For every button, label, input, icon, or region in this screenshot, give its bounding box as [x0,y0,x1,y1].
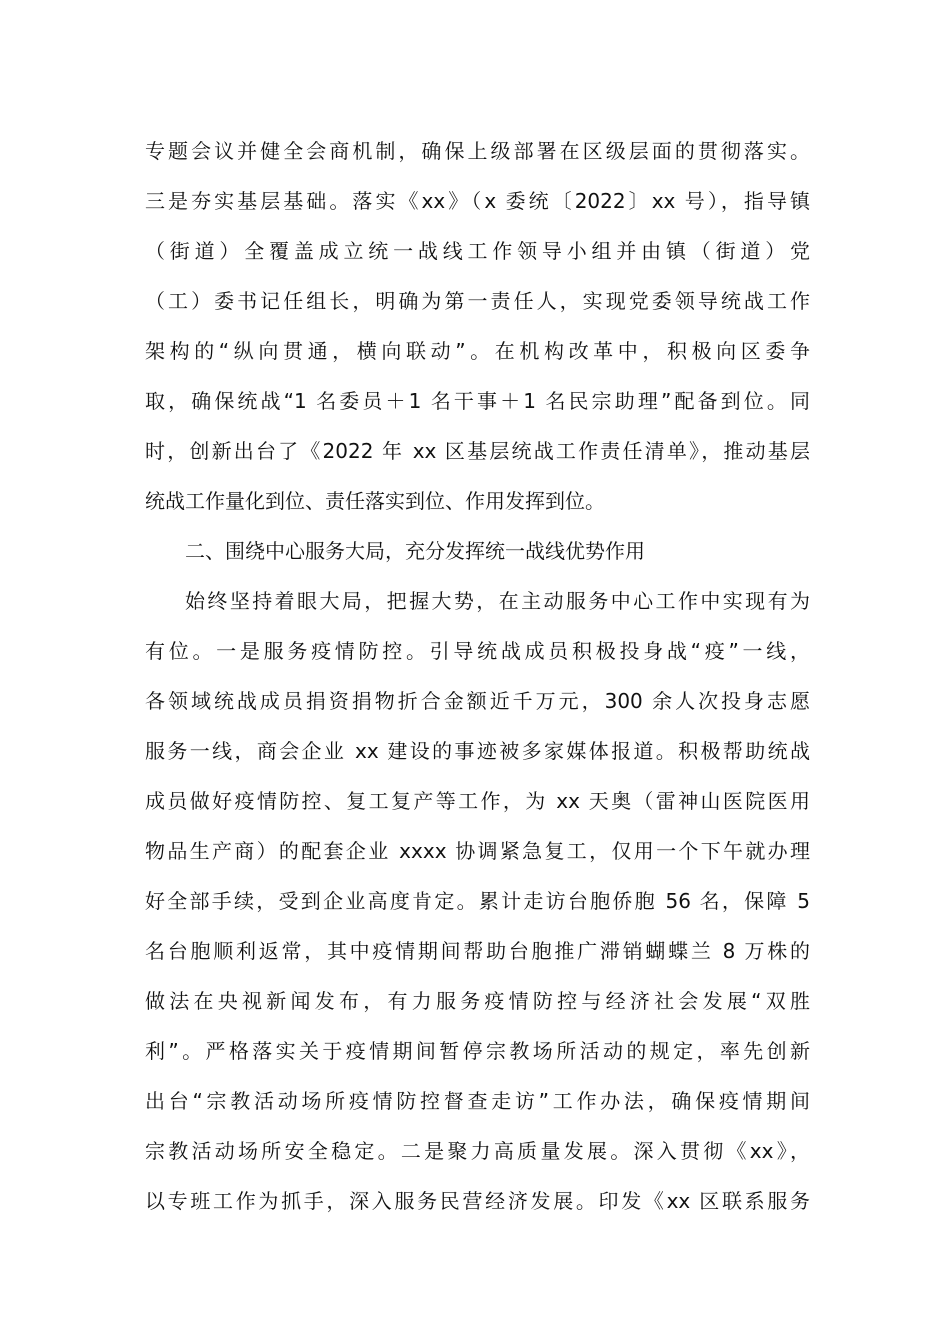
section-heading: 二、围绕中心服务大局，充分发挥统一战线优势作用 [185,539,645,563]
paragraph-line: 各领域统战成员捐资捐物折合金额近千万元，300 余人次投身志愿 [145,689,810,713]
paragraph-line: 服务一线，商会企业 xx 建设的事迹被多家媒体报道。积极帮助统战 [145,739,810,763]
paragraph-line: 宗教活动场所安全稳定。二是聚力高质量发展。深入贯彻《xx》， [145,1139,810,1163]
paragraph-line: 名台胞顺利返常，其中疫情期间帮助台胞推广滞销蝴蝶兰 8 万株的 [145,939,810,963]
paragraph-line: 三是夯实基层基础。落实《xx》（x 委统〔2022〕xx 号），指导镇 [145,189,810,213]
paragraph-line: 成员做好疫情防控、复工复产等工作，为 xx 天奥（雷神山医院医用 [145,789,810,813]
paragraph-line: （街道）全覆盖成立统一战线工作领导小组并由镇（街道）党 [145,239,810,263]
paragraph-line: 取，确保统战“1 名委员＋1 名干事＋1 名民宗助理”配备到位。同 [145,389,810,413]
paragraph-line: 专题会议并健全会商机制，确保上级部署在区级层面的贯彻落实。 [145,139,810,163]
paragraph-line: 做法在央视新闻发布，有力服务疫情防控与经济社会发展“双胜 [145,989,810,1013]
paragraph-line: 始终坚持着眼大局，把握大势，在主动服务中心工作中实现有为 [185,589,810,613]
paragraph-line: 架构的“纵向贯通，横向联动”。在机构改革中，积极向区委争 [145,339,810,363]
paragraph-line: 物品生产商）的配套企业 xxxx 协调紧急复工，仅用一个下午就办理 [145,839,810,863]
paragraph-line: 统战工作量化到位、责任落实到位、作用发挥到位。 [145,489,605,513]
paragraph-line: 好全部手续，受到企业高度肯定。累计走访台胞侨胞 56 名，保障 5 [145,889,810,913]
paragraph-line: 利”。严格落实关于疫情期间暂停宗教场所活动的规定，率先创新 [145,1039,810,1063]
paragraph-line: 时，创新出台了《2022 年 xx 区基层统战工作责任清单》，推动基层 [145,439,810,463]
paragraph-line: 出台“宗教活动场所疫情防控督查走访”工作办法，确保疫情期间 [145,1089,810,1113]
paragraph-line: 以专班工作为抓手，深入服务民营经济发展。印发《xx 区联系服务 [145,1189,810,1213]
paragraph-line: 有位。一是服务疫情防控。引导统战成员积极投身战“疫”一线， [145,639,810,663]
paragraph-line: （工）委书记任组长，明确为第一责任人，实现党委领导统战工作 [145,289,810,313]
